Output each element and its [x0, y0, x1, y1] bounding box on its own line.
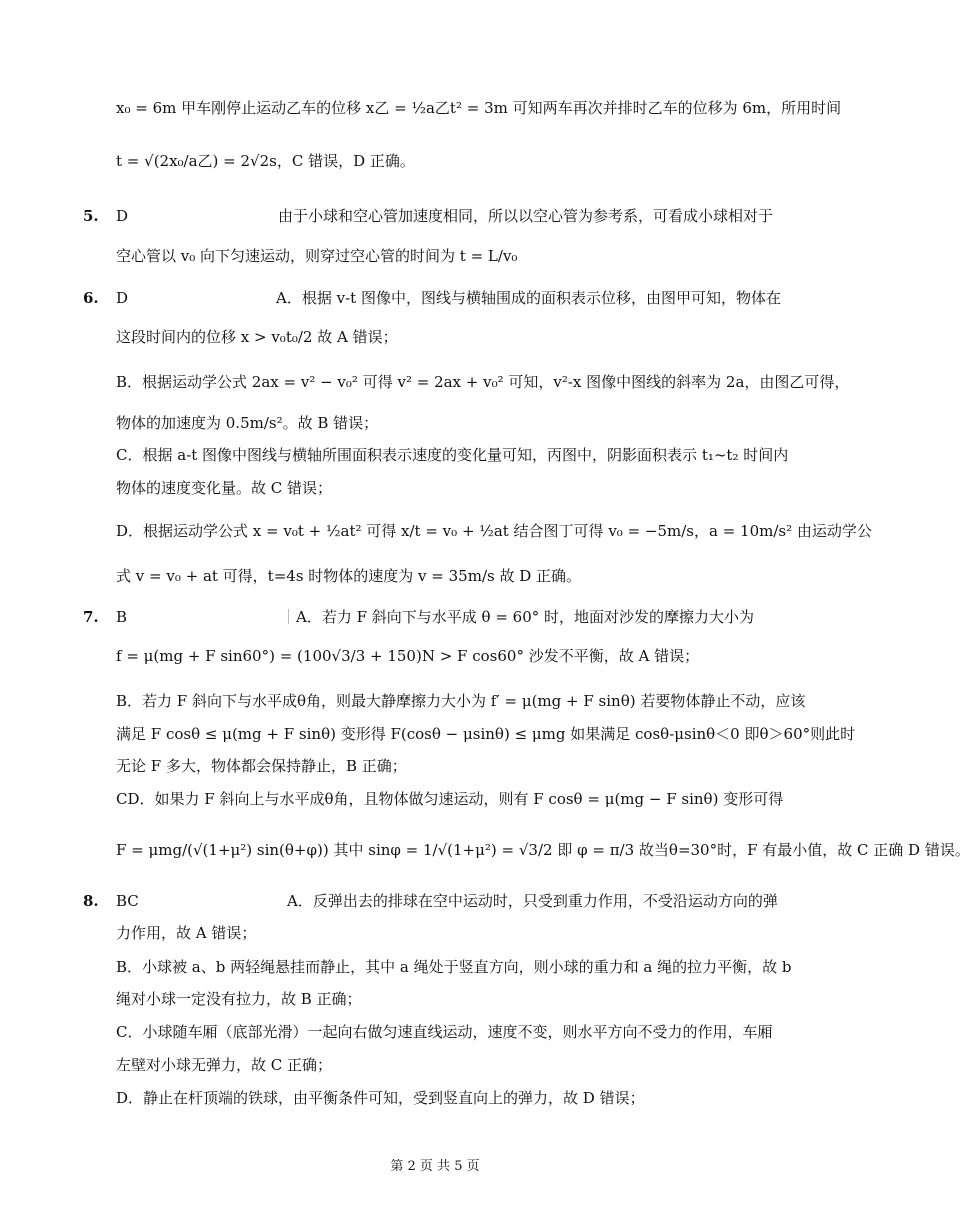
item-6-line-7: D．根据运动学公式 x = v₀t + ½at² 可得 x/t = v₀ + ½at 结合图丁可得 v₀ = −5m/s，a = 10m/s² 由运动学公 — [116, 522, 872, 540]
item-8-line-1: A．反弹出去的排球在空中运动时，只受到重力作用，不受沿运动方向的弹 — [287, 892, 778, 910]
item-7-line-1: A．若力 F 斜向下与水平成 θ = 60° 时，地面对沙发的摩擦力大小为 — [296, 608, 755, 626]
item-5-line-1: 由于小球和空心管加速度相同，所以以空心管为参考系，可看成小球相对于 — [278, 207, 774, 225]
intro-line-2: t = √(2x₀/a乙) = 2√2s，C 错误，D 正确。 — [116, 152, 415, 170]
item-6-line-5: C．根据 a-t 图像中图线与横轴所围面积表示速度的变化量可知，丙图中，阴影面积表示 t₁~t₂ 时间内 — [116, 446, 789, 464]
item-5-line-2: 空心管以 v₀ 向下匀速运动，则穿过空心管的时间为 t = L/v₀ — [116, 247, 518, 265]
item-8-line-6: 左壁对小球无弹力，故 C 正确； — [116, 1056, 333, 1074]
intro-line-1: x₀ = 6m 甲车刚停止运动乙车的位移 x乙 = ½a乙t² = 3m 可知两车再次并排时乙车的位移为 6m，所用时间 — [116, 99, 842, 117]
item-6-line-3: B．根据运动学公式 2ax = v² − v₀² 可得 v² = 2ax + v₀² 可知，v²-x 图像中图线的斜率为 2a，由图乙可得， — [116, 373, 850, 391]
item-6-line-4: 物体的加速度为 0.5m/s²。故 B 错误； — [116, 414, 379, 432]
answer-6: D — [116, 289, 129, 307]
item-7-line-6: CD．如果力 F 斜向上与水平成θ角，且物体做匀速运动，则有 F cosθ = μ(mg − F sinθ) 变形可得 — [116, 790, 784, 808]
item-7-line-7: F = μmg/(√(1+μ²) sin(θ+φ)) 其中 sinφ = 1/√(1+μ²) = √3/2 即 φ = π/3 故当θ=30°时，F 有最小值，故 C 正确 D 错误。 — [116, 841, 970, 859]
item-8-line-4: 绳对小球一定没有拉力，故 B 正确； — [116, 990, 362, 1008]
item-7-line-2: f = μ(mg + F sin60°) = (100√3/3 + 150)N > F cos60° 沙发不平衡，故 A 错误； — [116, 647, 700, 665]
page-footer: 第 2 页 共 5 页 — [390, 1159, 480, 1174]
item-6-line-1: A．根据 v-t 图像中，图线与横轴围成的面积表示位移，由图甲可知，物体在 — [276, 289, 781, 307]
question-number-6: 6. — [83, 289, 99, 307]
item-7-line-5: 无论 F 多大，物体都会保持静止，B 正确； — [116, 757, 407, 775]
item-7-line-4: 满足 F cosθ ≤ μ(mg + F sinθ) 变形得 F(cosθ − μsinθ) ≤ μmg 如果满足 cosθ-μsinθ＜0 即θ＞60°则此时 — [116, 725, 856, 743]
item-8-line-7: D．静止在杆顶端的铁球，由平衡条件可知，受到竖直向上的弹力，故 D 错误； — [116, 1089, 645, 1107]
question-number-8: 8. — [83, 892, 99, 910]
answer-8: BC — [116, 892, 139, 910]
item-8-line-2: 力作用，故 A 错误； — [116, 924, 257, 942]
answer-7: B — [116, 608, 128, 626]
item-7-line-3: B．若力 F 斜向下与水平成θ角，则最大静摩擦力大小为 f′ = μ(mg + F sinθ) 若要物体静止不动，应该 — [116, 692, 806, 710]
item-8-line-3: B．小球被 a、b 两轻绳悬挂而静止，其中 a 绳处于竖直方向，则小球的重力和 a 绳的拉力平衡，故 b — [116, 958, 792, 976]
item-6-line-8: 式 v = v₀ + at 可得，t=4s 时物体的速度为 v = 35m/s 故 D 正确。 — [116, 567, 582, 585]
item-6-line-6: 物体的速度变化量。故 C 错误； — [116, 479, 333, 497]
item-6-line-2: 这段时间内的位移 x > v₀t₀/2 故 A 错误； — [116, 328, 398, 346]
question-number-5: 5. — [83, 207, 99, 225]
item-8-line-5: C．小球随车厢（底部光滑）一起向右做匀速直线运动，速度不变，则水平方向不受力的作用，车厢 — [116, 1023, 773, 1041]
answer-5: D — [116, 207, 129, 225]
divider-mark — [288, 609, 289, 624]
question-number-7: 7. — [83, 608, 99, 626]
